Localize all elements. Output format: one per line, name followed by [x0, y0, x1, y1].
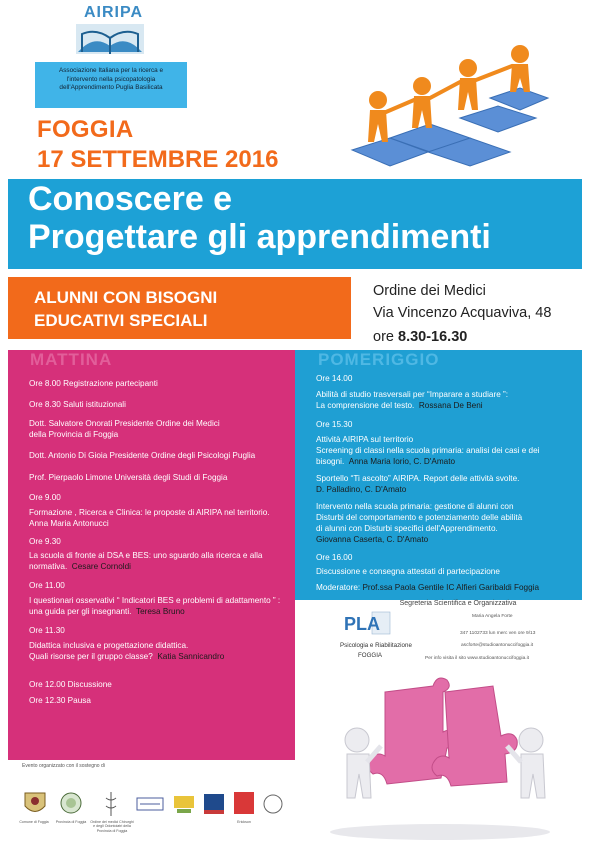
sponsor-logo-6-icon [202, 790, 226, 818]
comune-crest-icon [22, 790, 48, 818]
program-item: Discussione e consegna attestati di partecipazione [316, 567, 500, 576]
secretariat-heading: Segreteria Scientifica e Organizzativa [399, 600, 517, 607]
speaker-name: Rossana De Beni [418, 401, 483, 410]
item-text: La comprensione del testo. [316, 401, 415, 410]
program-item: Ore 11.30 [29, 626, 65, 635]
program-item: Formazione , Ricerca e Clinica: le proposte di AIRIPA nel territorio. [29, 508, 270, 517]
subtitle-line1: ALUNNI CON BISOGNI [34, 288, 218, 307]
program-item: I questionari osservativi “ Indicatori BES e problemi di adattamento ” : [29, 596, 281, 605]
speaker-name: Teresa Bruno [135, 607, 185, 616]
speaker-name: Giovanna Caserta, C. D'Amato [316, 535, 429, 544]
program-item: Ore 8.00 Registrazione partecipanti [29, 379, 158, 388]
association-line: dell'Apprendimento Puglia Basilicata [59, 84, 163, 91]
speaker-name: D. Palladino, C. D'Amato [316, 485, 407, 494]
program-item: Ore 15.30 [316, 420, 353, 429]
morning-heading: MATTINA [30, 350, 113, 369]
program-item: Sportello “Ti ascolto” AIRIPA. Report delle attività svolte. [316, 474, 520, 483]
sponsor-caption: Provincia di Foggia [55, 820, 87, 824]
logo-text: AIRIPA [84, 4, 144, 21]
item-text: bisogni. [316, 457, 345, 466]
contact-phone: 347 1102733 lun merc ven ore 9/13 [460, 631, 536, 636]
pla-logo [342, 610, 392, 636]
puzzle-people-illustration [350, 20, 550, 185]
program-item: Intervento nella scuola primaria: gestione di alunni con [316, 502, 514, 511]
item-text: Quali risorse per il gruppo classe? [29, 652, 153, 661]
program-item: Ore 12.30 Pausa [29, 696, 91, 705]
time-prefix: ore [373, 329, 398, 345]
venue-name: Ordine dei Medici [373, 283, 486, 299]
item-text: una guida per gli insegnanti. [29, 607, 132, 616]
program-item: Disturbi del comportamento e potenziamento delle abilità [316, 513, 523, 522]
sponsor-logo-5-icon [172, 790, 196, 818]
program-item: della Provincia di Foggia [29, 430, 119, 439]
program-item: Ore 9.00 [29, 493, 61, 502]
item-text: normativa. [29, 562, 68, 571]
speaker-name: Prof.ssa Paola Gentile IC Alfieri Garibaldi Foggia [362, 583, 540, 592]
program-item: Ore 9.30 [29, 537, 61, 546]
pla-logo-text: PLA [344, 614, 380, 634]
speaker-name: Cesare Cornoldi [71, 562, 131, 571]
provincia-crest-icon [60, 790, 82, 818]
event-title-line2: Progettare gli apprendimenti [28, 218, 491, 256]
venue-address: Via Vincenzo Acquaviva, 48 [373, 305, 552, 321]
program-item: Screening di classi nella scuola primaria: analisi dei casi e dei [316, 446, 540, 455]
sponsor-caption: Erickson [237, 820, 251, 824]
association-line: l'intervento nella psicopatologia [66, 75, 156, 83]
program-item: Dott. Salvatore Onorati Presidente Ordine dei Medici [29, 419, 220, 428]
program-item: Attività AIRIPA sul territorio [316, 435, 414, 444]
program-item: Dott. Antonio Di Gioia Presidente Ordine degli Psicologi Puglia [29, 451, 256, 460]
program-item [316, 583, 578, 594]
program-item [316, 457, 578, 468]
event-date: 17 SETTEMBRE 2016 [37, 146, 279, 173]
event-title-line1: Conoscere e [28, 180, 233, 218]
program-item: di alunni con Disturbi specifici dell'Apprendimento. [316, 524, 498, 533]
program-item: Ore 14.00 [316, 374, 353, 383]
puzzle-figures-illustration [315, 662, 565, 842]
speaker-name: Anna Maria Iorio, C. D'Amato [348, 457, 456, 466]
sponsor-logo-4-icon [135, 790, 165, 818]
pla-city: FOGGIA [358, 652, 383, 659]
event-time [373, 329, 467, 345]
program-item: La scuola di fronte ai DSA e BES: uno sguardo alla ricerca e alla [29, 551, 263, 560]
sponsor-caption: Comune di Foggia [19, 820, 49, 824]
sponsor-caption: Ordine dei medici Chirurghi e degli Odontoiatri della Provincia di Foggia [90, 820, 134, 833]
subtitle-line2: EDUCATIVI SPECIALI [34, 311, 208, 330]
erickson-logo-icon [232, 790, 256, 818]
program-item: Ore 16.00 [316, 553, 353, 562]
program-item: Didattica inclusiva e progettazione didattica. [29, 641, 189, 650]
contact-name: Maria Angela Forte [472, 614, 513, 619]
program-item [316, 401, 578, 412]
time-value: 8.30-16.30 [398, 329, 468, 345]
program-item [29, 562, 291, 573]
program-item: Ore 8.30 Saluti istituzionali [29, 400, 126, 409]
afternoon-heading: POMERIGGIO [318, 350, 440, 369]
footer-label: Evento organizzato con il sostegno di [22, 763, 105, 769]
program-item: Anna Maria Antonucci [29, 519, 109, 528]
program-item: Prof. Pierpaolo Limone Università degli Studi di Foggia [29, 473, 228, 482]
event-city: FOGGIA [37, 116, 134, 143]
program-item [29, 652, 291, 663]
ordine-medici-icon [100, 790, 122, 818]
association-box [35, 62, 187, 108]
program-item: Abilità di studio trasversali per “Imparare a studiare ”: [316, 390, 509, 399]
program-item [29, 607, 291, 618]
program-item: Ore 12.00 Discussione [29, 680, 112, 689]
item-text: Moderatore: [316, 583, 361, 592]
association-line: Associazione Italiana per la ricerca e [58, 67, 164, 74]
speaker-name: Katia Sannicandro [157, 652, 225, 661]
program-item: Ore 11.00 [29, 581, 65, 590]
sponsor-logo-8-icon [262, 790, 284, 818]
contact-website[interactable]: Per info visita il sito www.studioantonuccifoggia.it [425, 656, 529, 661]
contact-email[interactable]: ascforte@studioantonuccifoggia.it [461, 643, 534, 648]
pla-subtitle: Psicologia e Riabilitazione [340, 642, 412, 649]
